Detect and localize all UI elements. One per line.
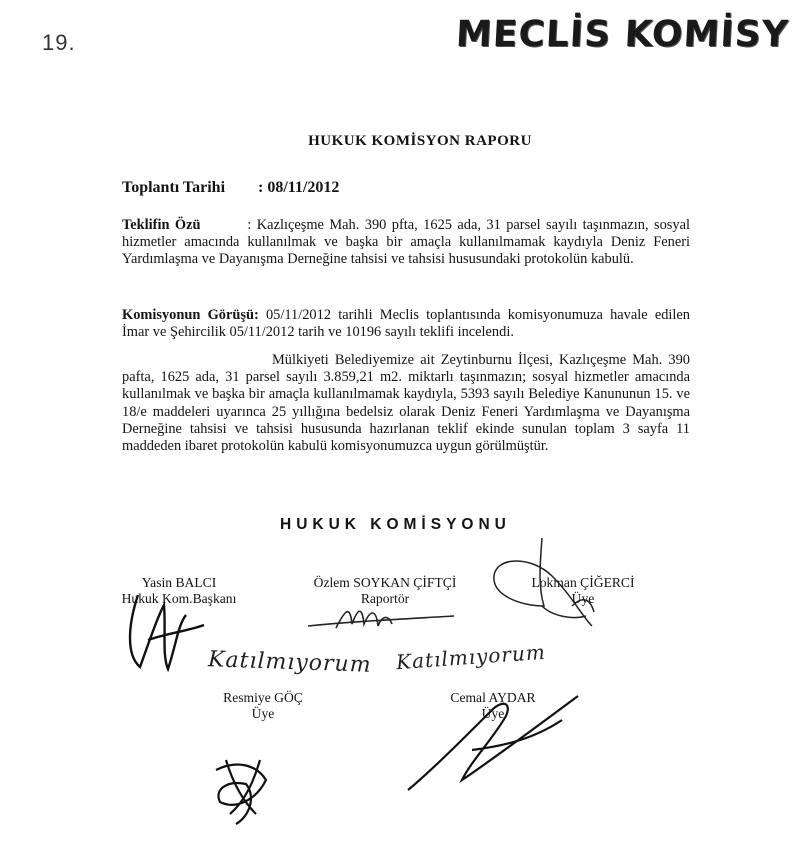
meeting-date-row xyxy=(122,179,339,197)
member-name: Özlem SOYKAN ÇİFTÇİ xyxy=(313,575,457,590)
commission-stamp: MECLİS KOMİSY xyxy=(454,14,790,55)
proposal-summary xyxy=(122,217,690,269)
signature-lokman-cigerci xyxy=(482,536,612,636)
signature-ozlem-soykan-ciftci xyxy=(306,598,456,638)
proposal-text: : Kazlıçeşme Mah. 390 pfta, 1625 ada, 31 parsel sayılı taşınmazın, sosyal hizmetler amacında kullanılmak ve başka bir amaçla kullanılmamak kaydıyla Deniz Feneri Yardımlaşma ve Dayanışma Derneğine tahsisi ve tahsisi hususundaki protokolün kabulü. xyxy=(122,217,690,268)
member-name: Lokman ÇİĞERCİ xyxy=(531,575,635,590)
opinion-body: Mülkiyeti Belediyemize ait Zeytinburnu İlçesi, Kazlıçeşme Mah. 390 pafta, 1625 ada, 31 parsel sayılı 3.859,21 m2. miktarlı taşınmazın; sosyal hizmetler amacında kullanılmak ve başka bir amaçla kullanılmamak kaydıyla, 5393 sayılı Belediye Kanununun 15. ve 18/e maddeleri uyarınca 25 yıllığına bedelsiz olarak Deniz Feneri Yardımlaşma ve Dayanışma Derneğine tahsisi ve tahsisi hususunda hazırlanan teklif ekinde sunulan toplam 3 sayfa 11 maddeden ibaret protokolün kabulü komisyonumuzca uygun görülmüştür. xyxy=(122,352,690,455)
signature-resmiye-goc xyxy=(206,740,286,830)
member-role: Üye xyxy=(571,591,595,606)
member-name: Yasin BALCI xyxy=(141,575,217,590)
member-role: Üye xyxy=(481,706,505,721)
handwritten-note: Katılmıyorum xyxy=(395,639,547,675)
member-block xyxy=(168,690,358,722)
member-role: Hukuk Kom.Başkanı xyxy=(121,591,237,606)
member-role: Üye xyxy=(251,706,275,721)
committee-heading: HUKUK KOMİSYONU xyxy=(280,516,511,533)
meeting-date-label: Toplantı Tarihi xyxy=(122,179,226,196)
report-title: HUKUK KOMİSYON RAPORU xyxy=(308,133,532,149)
member-name: Resmiye GÖÇ xyxy=(223,690,303,705)
opinion-text: 05/11/2012 tarihli Meclis toplantısında komisyonumuza havale edilen İmar ve Şehircilik 05/11/2012 tarih ve 10196 sayılı teklifi incelendi. xyxy=(122,307,690,341)
commission-opinion xyxy=(122,307,690,341)
signature-yasin-balci xyxy=(118,585,208,675)
meeting-date-value: : 08/11/2012 xyxy=(258,179,340,196)
proposal-label: Teklifin Özü xyxy=(122,217,201,233)
page-number: 19. xyxy=(42,30,76,55)
signature-cemal-aydar xyxy=(402,690,582,800)
member-role: Raportör xyxy=(360,591,410,606)
handwritten-note: Katılmıyorum xyxy=(207,647,372,678)
opinion-label: Komisyonun Görüşü: xyxy=(122,307,259,323)
member-name: Cemal AYDAR xyxy=(450,690,536,705)
